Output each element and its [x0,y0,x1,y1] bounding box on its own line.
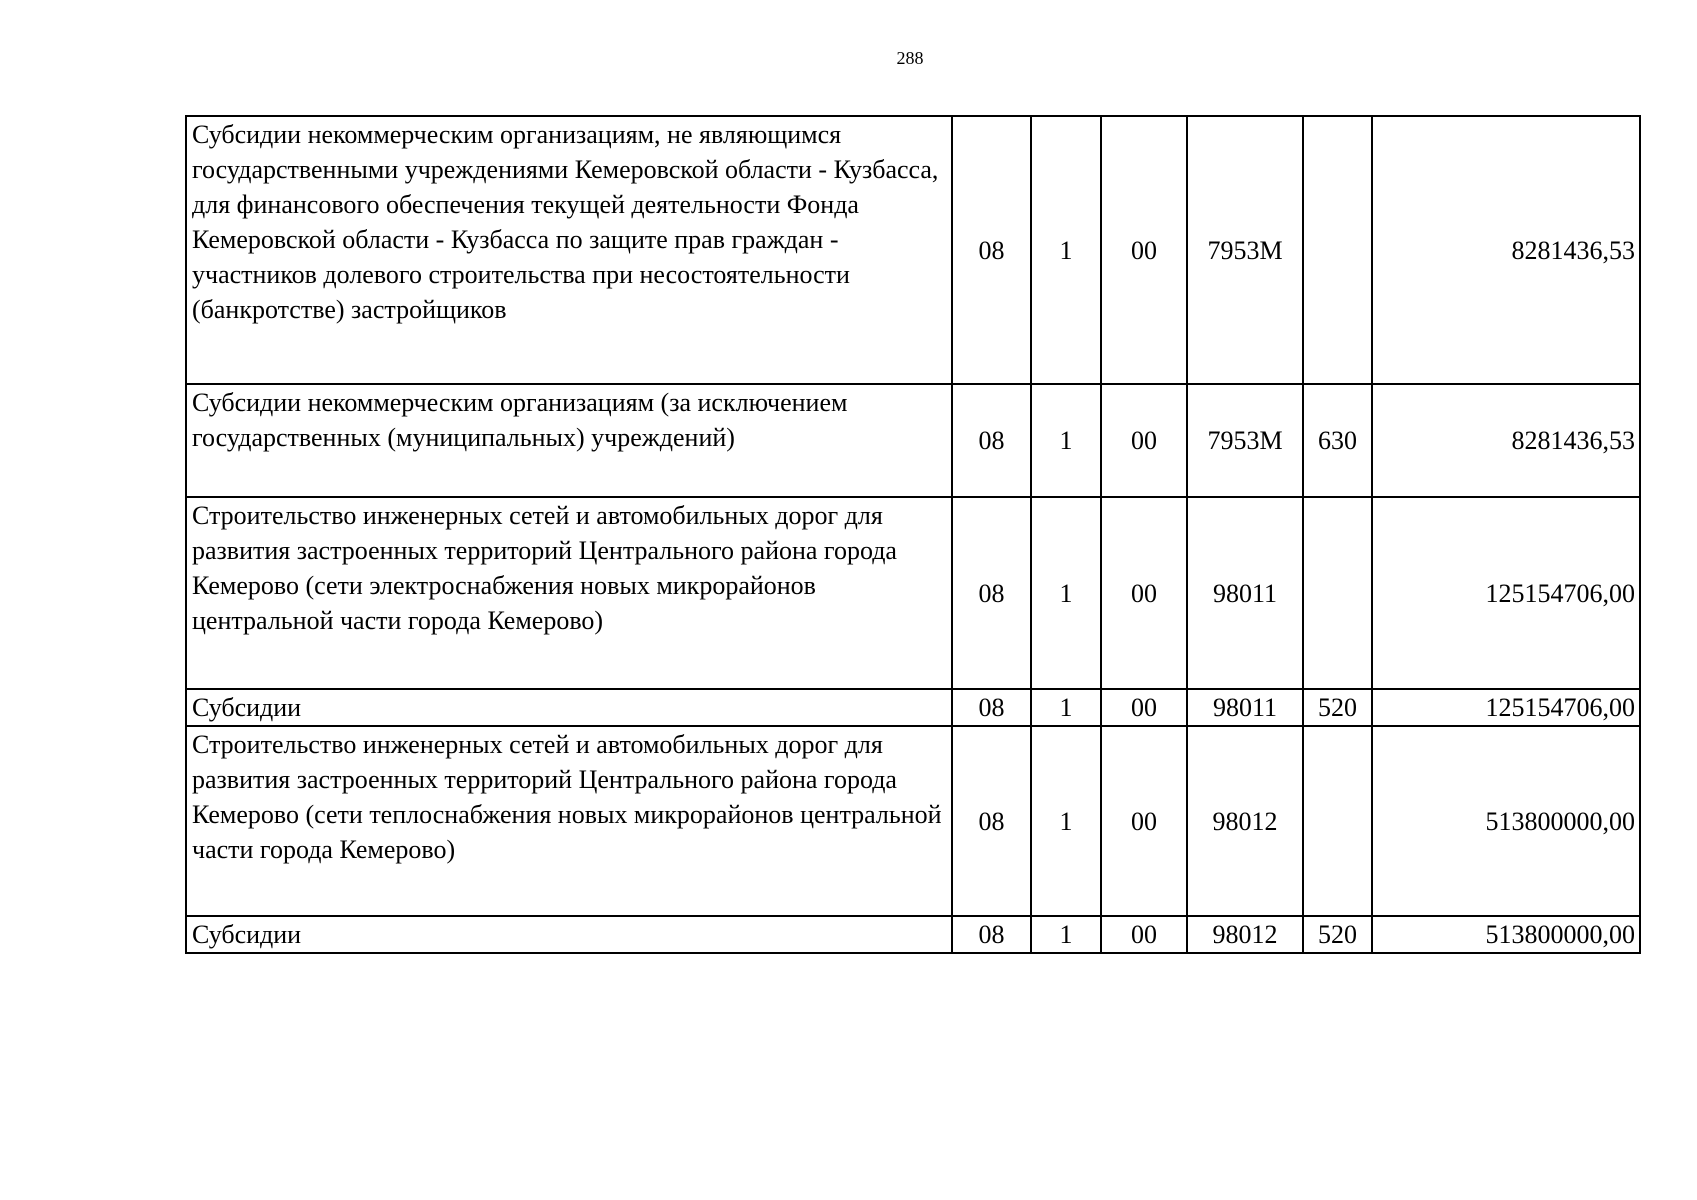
row-group: 00 [1101,384,1187,497]
row-subprogram: 1 [1031,689,1101,726]
row-kind: 630 [1303,384,1372,497]
table-row [186,497,1640,689]
row-direction: 98012 [1187,726,1303,916]
row-name: Строительство инженерных сетей и автомобильных дорог для развития застроенных территорий Центрального района города Кемерово (сети теплоснабжения новых микрорайонов центральной части города Кемерово) [186,726,952,916]
row-direction: 98011 [1187,689,1303,726]
row-direction: 98011 [1187,497,1303,689]
row-kind: 520 [1303,916,1372,953]
row-name: Субсидии [186,689,952,726]
row-group: 00 [1101,726,1187,916]
page-number: 288 [896,48,924,68]
row-section: 08 [952,384,1031,497]
row-subprogram: 1 [1031,497,1101,689]
row-kind [1303,116,1372,384]
row-amount: 513800000,00 [1372,726,1640,916]
row-amount: 513800000,00 [1372,916,1640,953]
row-subprogram: 1 [1031,916,1101,953]
row-section: 08 [952,916,1031,953]
row-group: 00 [1101,916,1187,953]
row-amount: 8281436,53 [1372,384,1640,497]
row-kind: 520 [1303,689,1372,726]
row-group: 00 [1101,116,1187,384]
row-kind [1303,726,1372,916]
row-section: 08 [952,497,1031,689]
row-group: 00 [1101,689,1187,726]
table-row [186,689,1640,726]
row-section: 08 [952,689,1031,726]
row-name: Субсидии [186,916,952,953]
row-direction: 7953М [1187,384,1303,497]
budget-table [185,115,1641,954]
row-direction: 7953М [1187,116,1303,384]
row-amount: 125154706,00 [1372,497,1640,689]
table-row [186,916,1640,953]
row-section: 08 [952,726,1031,916]
row-section: 08 [952,116,1031,384]
row-amount: 125154706,00 [1372,689,1640,726]
row-name: Строительство инженерных сетей и автомобильных дорог для развития застроенных территорий Центрального района города Кемерово (сети электроснабжения новых микрорайонов центральной части города Кемерово) [186,497,952,689]
row-direction: 98012 [1187,916,1303,953]
row-name: Субсидии некоммерческим организациям, не являющимся государственными учреждениями Кемеровской области - Кузбасса, для финансового обеспечения текущей деятельности Фонда Кемеровской области - Кузбасса по защите прав граждан - участников долевого строительства при несостоятельности (банкротстве) застройщиков [186,116,952,384]
row-name: Субсидии некоммерческим организациям (за исключением государственных (муниципальных) учреждений) [186,384,952,497]
row-amount: 8281436,53 [1372,116,1640,384]
table-row [186,116,1640,384]
row-subprogram: 1 [1031,726,1101,916]
table-row [186,384,1640,497]
row-kind [1303,497,1372,689]
row-subprogram: 1 [1031,116,1101,384]
row-subprogram: 1 [1031,384,1101,497]
table-row [186,726,1640,916]
row-group: 00 [1101,497,1187,689]
